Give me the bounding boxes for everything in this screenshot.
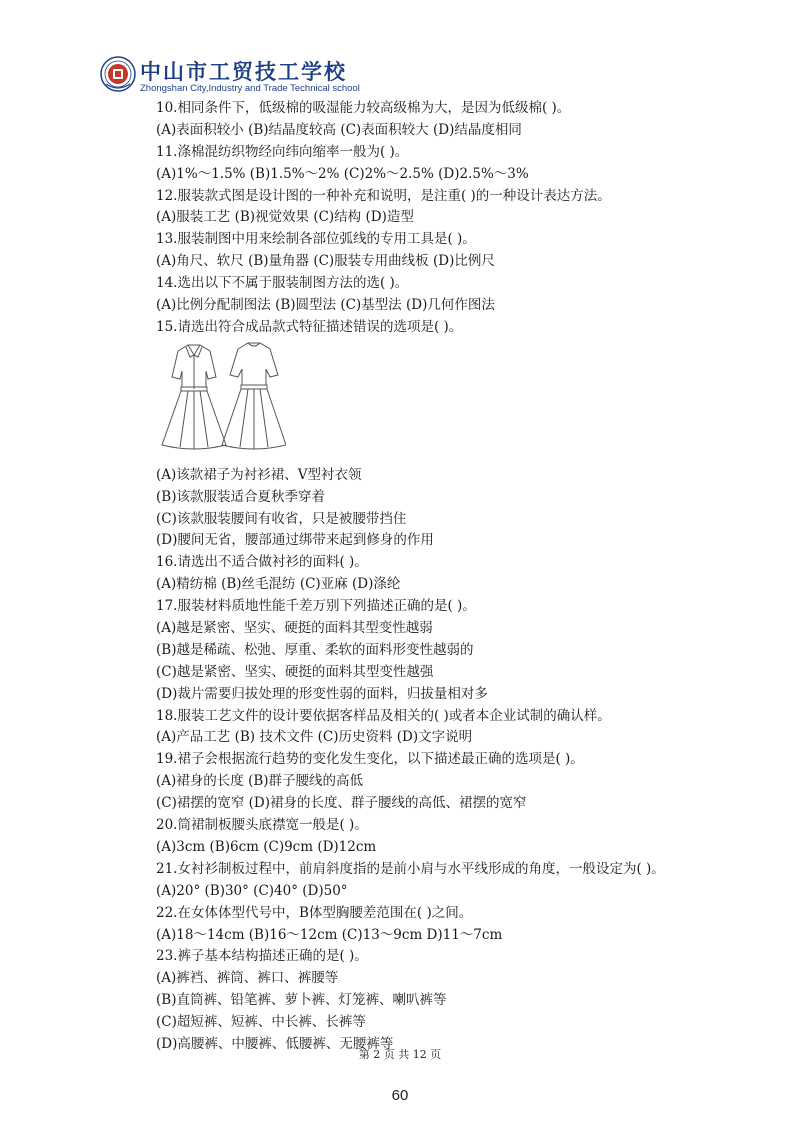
question-line: (A)18～14cm (B)16～12cm (C)13～9cm D)11～7cm — [156, 926, 503, 943]
question-line: 15.请选出符合成品款式特征描述错误的选项是( )。 — [156, 318, 463, 335]
question-line: (A)裤裆、裤筒、裤口、裤腰等 — [156, 970, 339, 987]
page-number: 60 — [391, 1087, 409, 1104]
dress-flat-sketch-icon — [156, 341, 286, 459]
question-line: (A)服装工艺 (B)视觉效果 (C)结构 (D)造型 — [156, 209, 414, 226]
question-line: (C)越是紧密、坚实、硬挺的面料其型变性越强 — [156, 663, 434, 680]
question-line: (A)产品工艺 (B) 技术文件 (C)历史资料 (D)文字说明 — [156, 729, 473, 746]
question-line: 18.服装工艺文件的设计要依据客样品及相关的( )或者本企业试制的确认样。 — [156, 707, 611, 724]
question-line: 21.女衬衫制板过程中，前肩斜度指的是前小肩与水平线形成的角度，一般设定为( )。 — [156, 860, 665, 877]
question-line: 23.裤子基本结构描述正确的是( )。 — [156, 948, 368, 965]
question-line: (A)角尺、软尺 (B)量角器 (C)服装专用曲线板 (D)比例尺 — [156, 253, 495, 270]
question-line: 12.服装款式图是设计图的一种补充和说明，是注重( )的一种设计表达方法。 — [156, 187, 611, 204]
question-line: (C)该款服装腰间有收省，只是被腰带挡住 — [156, 510, 407, 527]
question-line: (A)3cm (B)6cm (C)9cm (D)12cm — [156, 838, 377, 855]
question-line: (B)越是稀疏、松弛、厚重、柔软的面料形变性越弱的 — [156, 641, 474, 658]
school-name-cn: 中山市工贸技工学校 — [140, 60, 347, 84]
question-line: 16.请选出不适合做衬衫的面料( )。 — [156, 554, 368, 571]
page-header — [100, 56, 420, 96]
question-line: 20.筒裙制板腰头底襟宽一般是( )。 — [156, 817, 368, 834]
question-line: 19.裙子会根据流行趋势的变化发生变化，以下描述最正确的选项是( )。 — [156, 751, 584, 768]
question-line: (A)越是紧密、坚实、硬挺的面料其型变性越弱 — [156, 620, 433, 637]
question-line: (D)腰间无省，腰部通过绑带来起到修身的作用 — [156, 532, 434, 549]
questions-10-15 — [156, 98, 716, 339]
question-line: (A)该款裙子为衬衫裙、V型衬衣领 — [156, 466, 362, 483]
exam-content — [156, 98, 716, 1056]
question-line: (C)裙摆的宽窄 (D)裙身的长度、群子腰线的高低、裙摆的宽窄 — [156, 795, 527, 812]
question-line: (A)表面积较小 (B)结晶度较高 (C)表面积较大 (D)结晶度相同 — [156, 121, 522, 138]
question-line: (A)比例分配制图法 (B)圆型法 (C)基型法 (D)几何作图法 — [156, 297, 495, 314]
question-line: (A)精纺棉 (B)丝毛混纺 (C)亚麻 (D)涤纶 — [156, 576, 401, 593]
question-line: (D)裁片需要归拔处理的形变性弱的面料，归拔量相对多 — [156, 685, 488, 702]
school-emblem-icon — [100, 56, 136, 92]
questions-15-23 — [156, 465, 716, 1056]
question-line: 14.选出以下不属于服装制图方法的选( )。 — [156, 275, 409, 292]
question-line: 22.在女体体型代号中，B体型胸腰差范围在( )之间。 — [156, 904, 473, 921]
question-line: (D)高腰裤、中腰裤、低腰裤、无腰裤等 — [156, 1035, 394, 1052]
question-line: 13.服装制图中用来绘制各部位弧线的专用工具是( )。 — [156, 231, 476, 248]
question-line: (B)直筒裤、铅笔裤、萝卜裤、灯笼裤、喇叭裤等 — [156, 992, 447, 1009]
question-line: 11.涤棉混纺织物经向纬向缩率一般为( )。 — [156, 143, 409, 160]
question-line: (A)1%～1.5% (B)1.5%～2% (C)2%～2.5% (D)2.5%～3% — [156, 165, 529, 182]
question-line: 10.相同条件下，低级棉的吸湿能力较高级棉为大，是因为低级棉( )。 — [156, 100, 571, 116]
school-name-en: Zhongshan City,Industry and Trade Technical school — [140, 83, 360, 94]
question-line: 17.服装材料质地性能千差万别下列描述正确的是( )。 — [156, 598, 476, 615]
question-line: (C)超短裤、短裤、中长裤、长裤等 — [156, 1014, 366, 1031]
question-line: (A)裙身的长度 (B)群子腰线的高低 — [156, 773, 364, 790]
question-line: (B)该款服装适合夏秋季穿着 — [156, 488, 325, 505]
page-info: 第 2 页 共 12 页 — [358, 1048, 442, 1061]
question-line: (A)20° (B)30° (C)40° (D)50° — [156, 882, 348, 899]
